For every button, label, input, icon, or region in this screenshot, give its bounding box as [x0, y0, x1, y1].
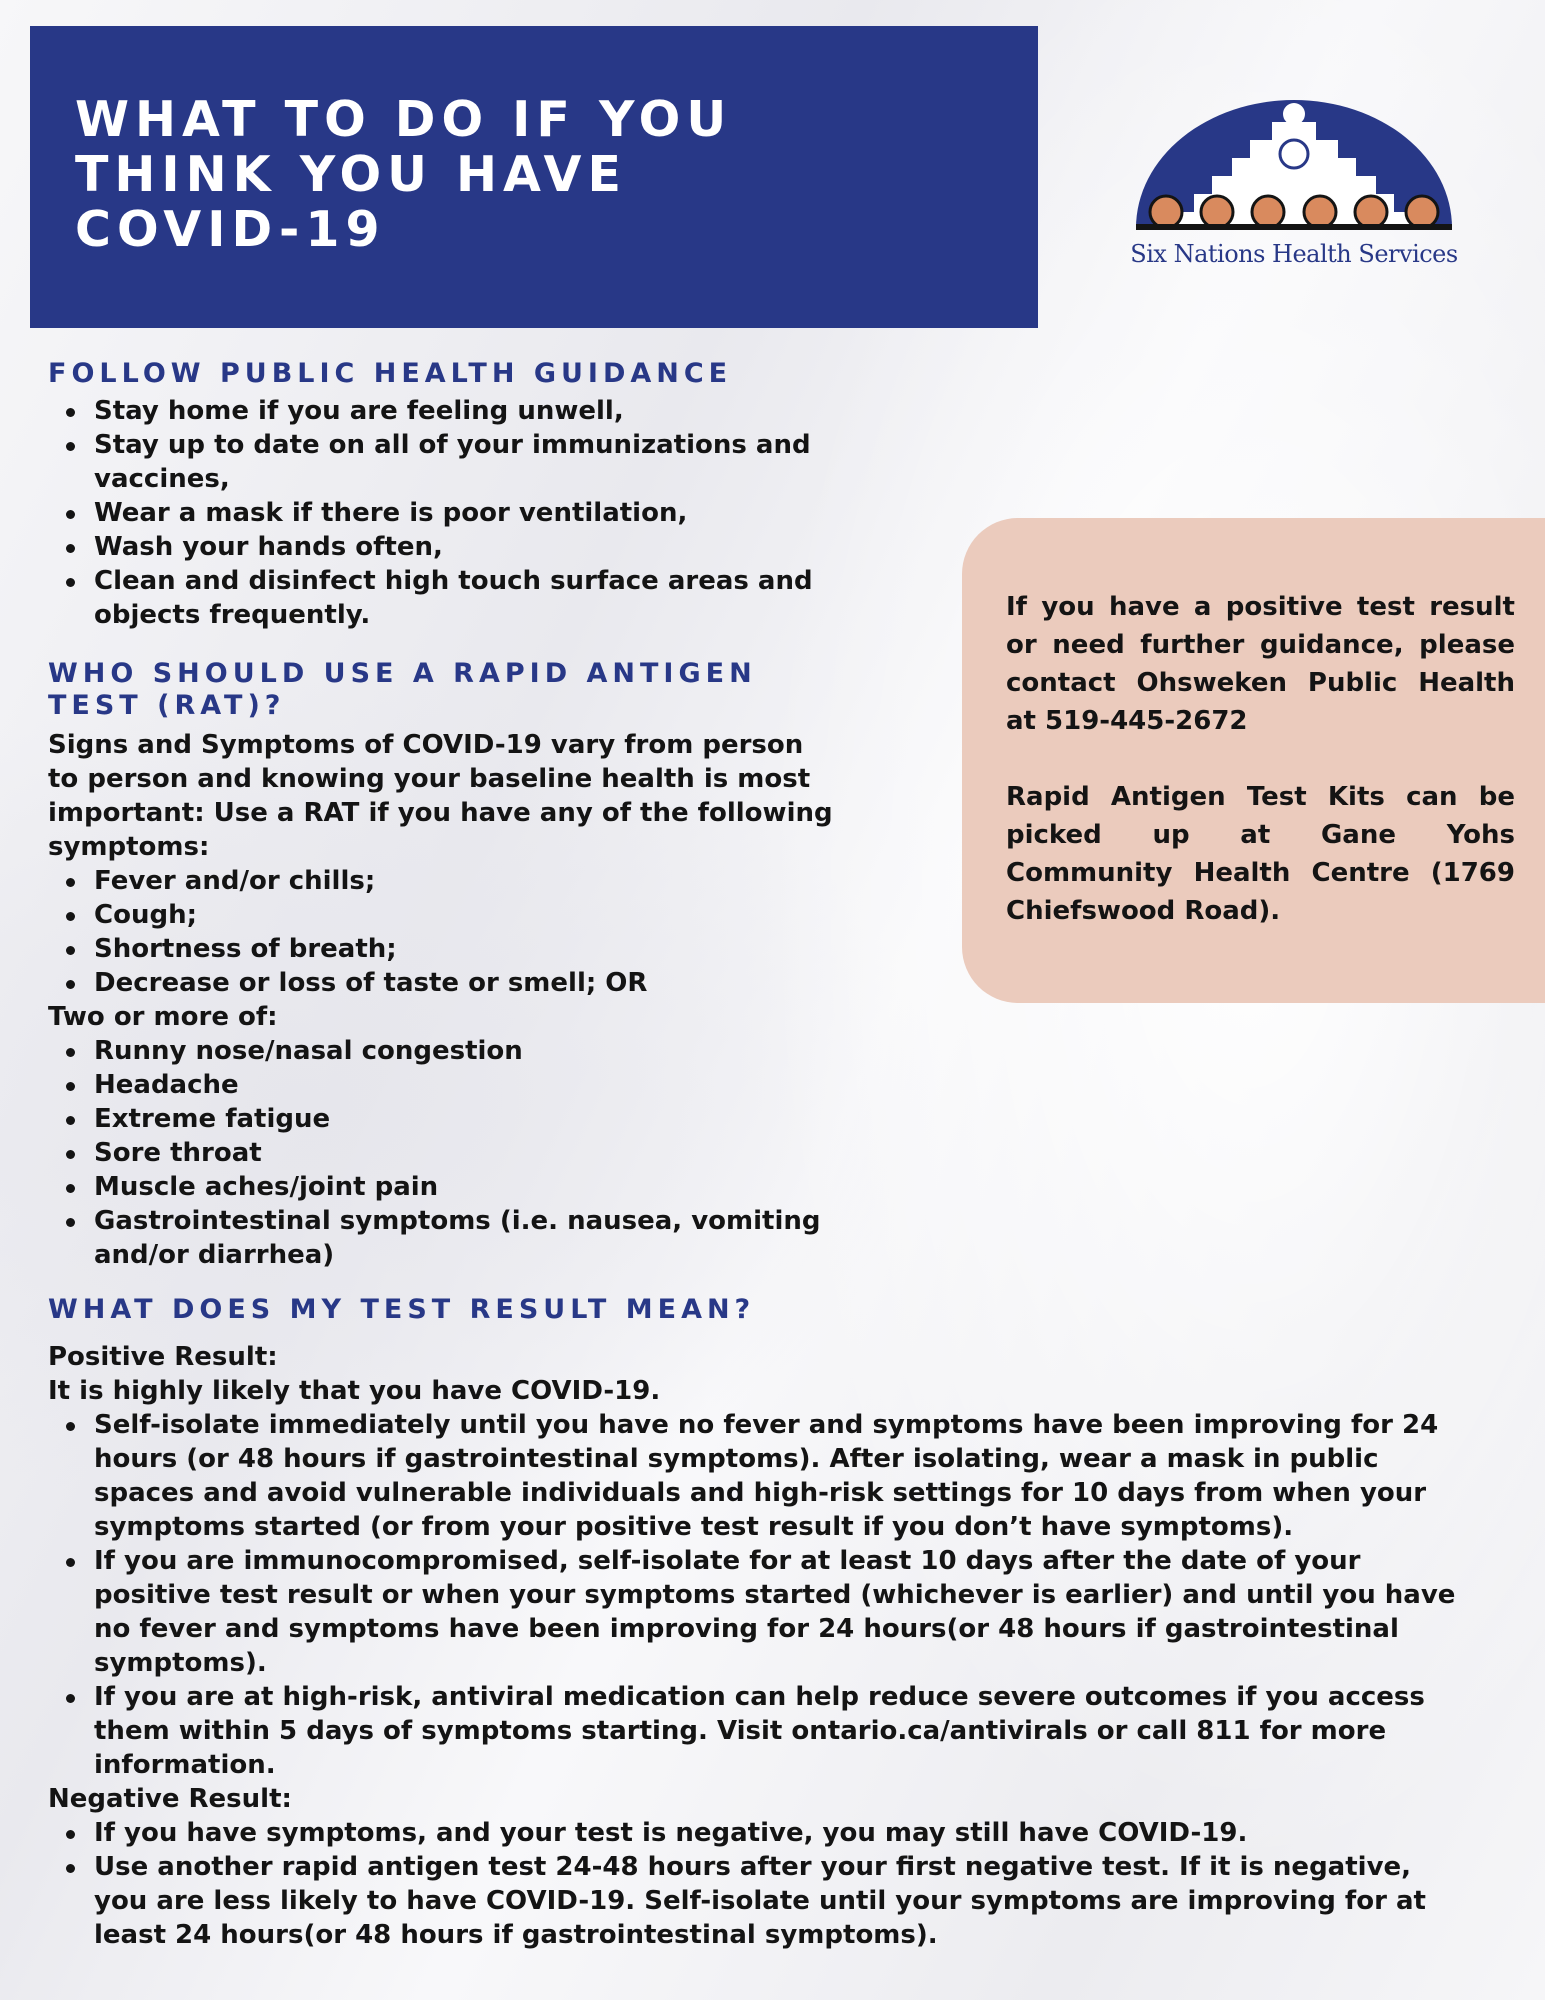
list-item: Decrease or loss of taste or smell; OR — [94, 966, 838, 1000]
results-section — [48, 1294, 1468, 1952]
results-heading: WHAT DOES MY TEST RESULT MEAN? — [48, 1294, 756, 1325]
list-item: If you are at high-risk, antiviral medication can help reduce severe outcomes if you access them within 5 days of symptoms starting. Visit ontario.ca/antivirals or call 811 for more information. — [94, 1680, 1468, 1782]
list-item: Wear a mask if there is poor ventilation, — [94, 496, 838, 530]
list-item: Gastrointestinal symptoms (i.e. nausea, vomiting and/or diarrhea) — [94, 1204, 838, 1272]
two-or-more-list — [48, 1034, 838, 1272]
list-item: Fever and/or chills; — [94, 864, 838, 898]
symptoms-list — [48, 864, 838, 1000]
list-item: Runny nose/nasal congestion — [94, 1034, 838, 1068]
logo — [1124, 100, 1464, 280]
list-item: Self-isolate immediately until you have no fever and symptoms have been improving for 24 hours (or 48 hours if gastrointestinal symptoms). After isolating, wear a mask in public spaces and avoid vulnerable individuals and high-risk settings for 10 days from when your symptoms started (or from your positive test result if you don’t have symptoms). — [94, 1408, 1468, 1544]
list-item: Stay up to date on all of your immunizations and vaccines, — [94, 428, 838, 496]
list-item: Headache — [94, 1068, 838, 1102]
list-item: Shortness of breath; — [94, 932, 838, 966]
list-item: If you have symptoms, and your test is negative, you may still have COVID-19. — [94, 1816, 1468, 1850]
list-item: Stay home if you are feeling unwell, — [94, 394, 838, 428]
list-item: Use another rapid antigen test 24-48 hours after your first negative test. If it is negative, you are less likely to have COVID-19. Self-isolate until your symptoms are improving for at least 24 hours(or 48 hours if gastrointestinal symptoms). — [94, 1850, 1468, 1952]
logo-text: Six Nations Health Services — [1130, 240, 1458, 268]
guidance-list — [48, 394, 838, 632]
list-item: Extreme fatigue — [94, 1102, 838, 1136]
rat-heading: WHO SHOULD USE A RAPID ANTIGEN TEST (RAT)? — [48, 658, 757, 721]
two-or-more-label: Two or more of: — [48, 1002, 278, 1032]
negative-list — [48, 1816, 1468, 1952]
guidance-heading: FOLLOW PUBLIC HEALTH GUIDANCE — [48, 358, 733, 389]
list-item: Clean and disinfect high touch surface areas and objects frequently. — [94, 564, 838, 632]
positive-label: Positive Result: — [48, 1342, 278, 1372]
page-title: WHAT TO DO IF YOU THINK YOU HAVE COVID-19 — [75, 91, 733, 258]
rat-intro: Signs and Symptoms of COVID-19 vary from person to person and knowing your baseline health is most important: Use a RAT if you have any of the following symptoms: — [48, 730, 833, 862]
test-kit-paragraph: Rapid Antigen Test Kits can be picked up at Gane Yohs Community Health Centre (1769 Chiefswood Road). — [1006, 782, 1515, 926]
six-nations-logo-icon — [1136, 100, 1452, 240]
positive-list — [48, 1408, 1468, 1782]
negative-label: Negative Result: — [48, 1784, 292, 1814]
list-item: If you are immunocompromised, self-isolate for at least 10 days after the date of your positive test result or when your symptoms started (whichever is earlier) and until you have no fever and symptoms have been improving for 24 hours(or 48 hours if gastrointestinal symptoms). — [94, 1544, 1468, 1680]
list-item: Wash your hands often, — [94, 530, 838, 564]
contact-paragraph: If you have a positive test result or need further guidance, please contact Ohsweken Public Health at 519-445-2672 — [1006, 592, 1515, 736]
list-item: Muscle aches/joint pain — [94, 1170, 838, 1204]
list-item: Cough; — [94, 898, 838, 932]
positive-intro: It is highly likely that you have COVID-19. — [48, 1376, 661, 1406]
list-item: Sore throat — [94, 1136, 838, 1170]
contact-info-box — [962, 518, 1545, 1003]
